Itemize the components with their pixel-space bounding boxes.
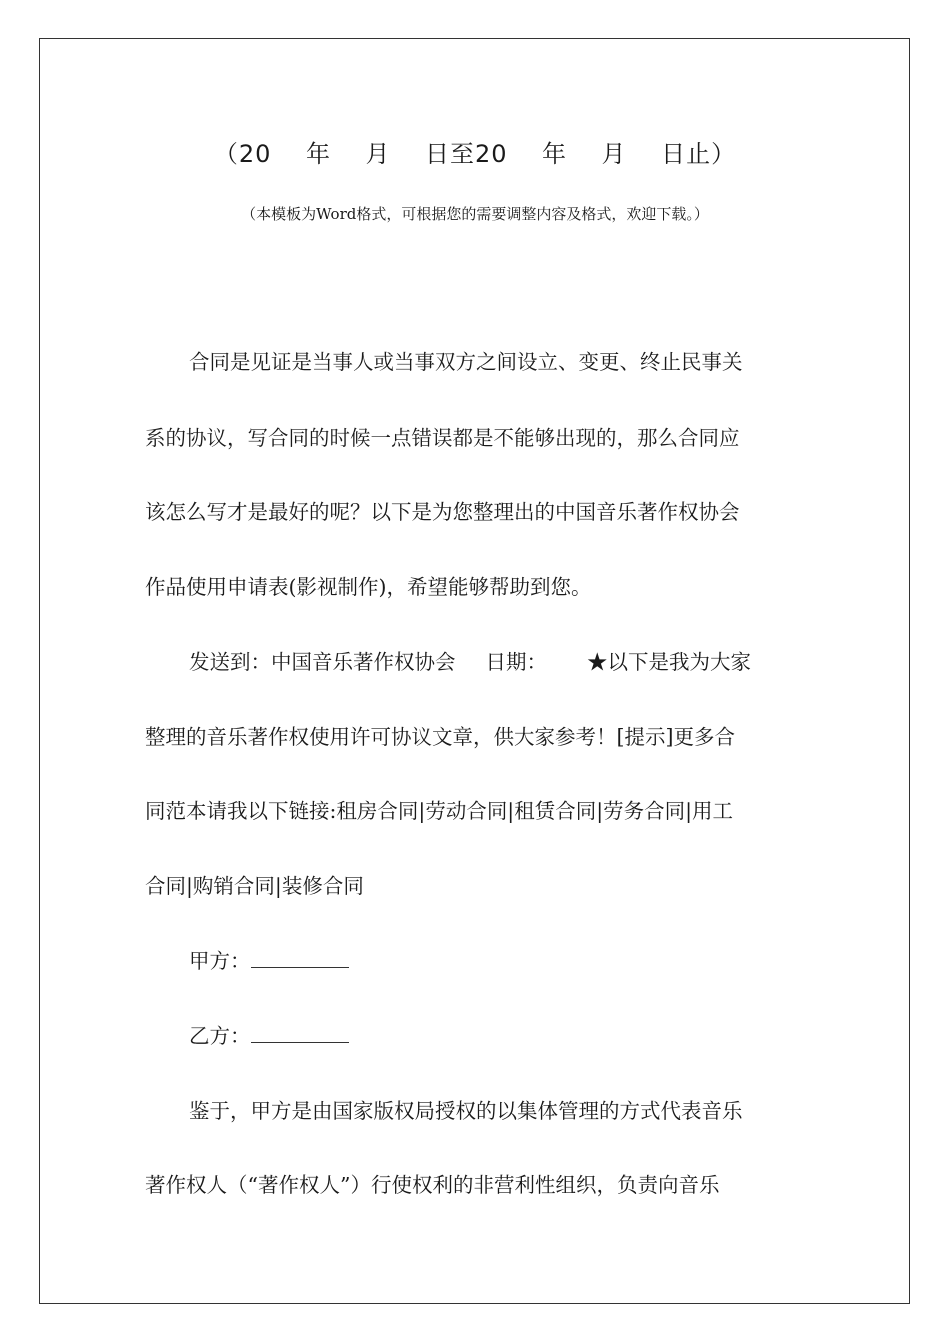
date-range-heading: （20 年 月 日至20 年 月 日止） xyxy=(213,140,737,168)
party-b-line xyxy=(189,1023,349,1049)
template-note: （本模板为Word格式，可根据您的需要调整内容及格式，欢迎下载。） xyxy=(241,205,709,223)
paragraph-line: 作品使用申请表(影视制作)，希望能够帮助到您。 xyxy=(145,575,592,599)
send-line xyxy=(189,649,751,675)
paragraph-line: 系的协议，写合同的时候一点错误都是不能够出现的，那么合同应 xyxy=(145,426,740,450)
paragraph-line: 该怎么写才是最好的呢？以下是为您整理出的中国音乐著作权协会 xyxy=(145,500,740,524)
party-b-blank xyxy=(251,1024,349,1043)
date-label: 日期： xyxy=(485,650,547,674)
paragraph-line: 合同|购销合同|装修合同 xyxy=(145,874,364,898)
send-to-text: 发送到：中国音乐著作权协会 xyxy=(189,650,456,674)
party-b-label: 乙方： xyxy=(189,1024,251,1048)
party-a-label: 甲方： xyxy=(189,949,251,973)
party-a-line xyxy=(189,948,349,974)
paragraph-line: 著作权人（“著作权人”）行使权利的非营利性组织，负责向音乐 xyxy=(145,1173,720,1197)
party-a-blank xyxy=(251,949,349,968)
paragraph-line: 同范本请我以下链接:租房合同|劳动合同|租赁合同|劳务合同|用工 xyxy=(145,799,734,823)
star-text: ★以下是我为大家 xyxy=(587,650,751,674)
paragraph-line: 合同是见证是当事人或当事双方之间设立、变更、终止民事关 xyxy=(189,350,743,374)
paragraph-line: 鉴于，甲方是由国家版权局授权的以集体管理的方式代表音乐 xyxy=(189,1099,743,1123)
paragraph-line: 整理的音乐著作权使用许可协议文章，供大家参考！[提示]更多合 xyxy=(145,725,735,749)
